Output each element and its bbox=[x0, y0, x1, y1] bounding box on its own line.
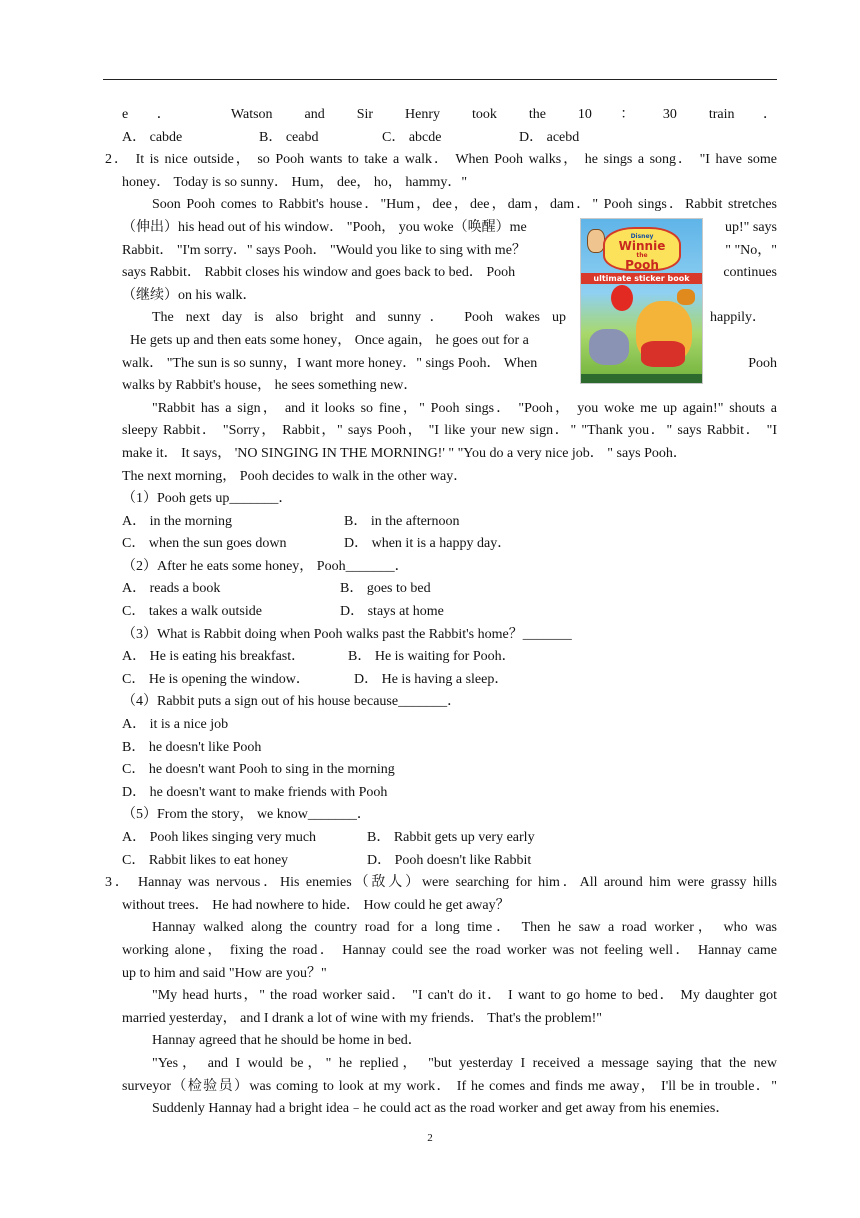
text-segment: happily． bbox=[710, 310, 766, 326]
eeyore-icon bbox=[589, 329, 629, 365]
text-line: 3． Hannay was nervous．His enemies（敌人）were searching for him．All around him were grassy hills bbox=[105, 875, 777, 891]
title-word: Winnie bbox=[618, 239, 666, 253]
text-line: "My head hurts，" the road worker said． "I can't do it． I want to go home to bed． My daughter got bbox=[152, 988, 777, 1004]
text-segment: " "No，" bbox=[725, 242, 777, 258]
text-segment: Rabbit． "I'm sorry．" says Pooh． "Would you like to sing with me？ bbox=[122, 242, 526, 258]
option-a: A． cabde bbox=[122, 129, 183, 145]
option-c: C． takes a walk outside bbox=[122, 604, 262, 620]
text-line: walks by Rabbit's house， he sees something new． bbox=[122, 378, 418, 394]
title-word: the bbox=[636, 252, 648, 259]
options-row bbox=[122, 578, 777, 601]
book-footer-strip bbox=[581, 374, 702, 383]
text-line: Hannay walked along the country road for a long time． Then he saw a road worker， who was bbox=[152, 920, 777, 936]
question-1: （1）Pooh gets up_______． bbox=[122, 491, 293, 507]
text-line: （继续）on his walk． bbox=[122, 287, 257, 303]
option-b: B． ceabd bbox=[259, 129, 319, 145]
options-row bbox=[122, 850, 777, 873]
text-segment: Pooh bbox=[748, 355, 777, 371]
text-line: Soon Pooh comes to Rabbit's house．"Hum，dee，dee，dam，dam．" Pooh sings．Rabbit stretches bbox=[152, 197, 777, 213]
text-segment: up!" says bbox=[725, 219, 777, 235]
option-b: B． He is waiting for Pooh． bbox=[348, 649, 516, 665]
option-b: B． he doesn't like Pooh bbox=[122, 739, 262, 755]
question-2: （2）After he eats some honey， Pooh_______． bbox=[122, 558, 409, 574]
option-d: D． He is having a sleep． bbox=[354, 671, 509, 687]
text-line: Suddenly Hannay had a bright idea﹣he could act as the road worker and get away from his enemies． bbox=[152, 1101, 730, 1117]
text-line: e． Watson and Sir Henry took the 10：30 train． bbox=[122, 107, 777, 122]
question-5: （5）From the story， we know_______． bbox=[122, 807, 371, 823]
text-line: working alone， fixing the road． Hannay could see the road worker was not feeling well． Hannay came bbox=[122, 942, 777, 958]
text-line: The next morning， Pooh decides to walk in the other way． bbox=[122, 468, 468, 484]
option-b: B． in the afternoon bbox=[344, 513, 460, 529]
option-b: B． goes to bed bbox=[340, 581, 431, 597]
text-segment: （伸出）his head out of his window． "Pooh， you woke（唤醒）me bbox=[122, 219, 527, 235]
option-a: A． He is eating his breakfast． bbox=[122, 649, 306, 665]
options-row bbox=[122, 601, 777, 624]
options-row bbox=[122, 669, 777, 692]
options-row bbox=[122, 511, 777, 534]
options-row bbox=[122, 827, 777, 850]
text-segment: The next day is also bright and sunny． Pooh wakes up bbox=[152, 310, 566, 326]
text-line: sleepy Rabbit． "Sorry， Rabbit，" says Pooh， "I like your new sign．" "Thank you．" says Rabbit． "I bbox=[122, 423, 777, 439]
options-row bbox=[122, 533, 777, 556]
text-line: up to him and said "How are you？" bbox=[122, 965, 327, 981]
option-a: A． in the morning bbox=[122, 513, 233, 529]
text-line: "Yes， and I would be，" he replied， "but yesterday I received a message saying that the new bbox=[152, 1055, 777, 1071]
brand-label: Disney bbox=[630, 233, 654, 240]
book-cover-image bbox=[580, 218, 703, 384]
text-line: surveyor（检验员）was coming to look at my work． If he comes and finds me away， I'll be in trouble．" bbox=[122, 1078, 777, 1094]
pooh-shirt-icon bbox=[641, 341, 685, 367]
text-line: "Rabbit has a sign， and it looks so fine，" Pooh sings． "Pooh， you woke me up again!" shouts a bbox=[152, 400, 777, 416]
option-b: B． Rabbit gets up very early bbox=[367, 830, 535, 845]
text-segment: walk． "The sun is so sunny，I want more honey．" sings Pooh． When bbox=[122, 355, 538, 371]
option-c: C． He is opening the window． bbox=[122, 671, 310, 687]
balloon-icon bbox=[611, 285, 633, 311]
option-d: D． Pooh doesn't like Rabbit bbox=[367, 852, 532, 868]
page-number: 2 bbox=[427, 1132, 433, 1144]
text-line: without trees． He had nowhere to hide． How could he get away？ bbox=[122, 897, 510, 913]
option-c: C． abcde bbox=[382, 129, 442, 145]
text-segment: continues bbox=[723, 265, 777, 281]
option-c: C． when the sun goes down bbox=[122, 536, 287, 552]
option-c: C． he doesn't want Pooh to sing in the morning bbox=[122, 762, 395, 778]
text-line: 2． It is nice outside， so Pooh wants to take a walk． When Pooh walks， he sings a song． "I have some bbox=[105, 152, 777, 168]
title-word: Pooh bbox=[625, 258, 659, 272]
question-3: （3）What is Rabbit doing when Pooh walks past the Rabbit's home？_______ bbox=[122, 626, 572, 642]
text-line: Hannay agreed that he should be home in bed． bbox=[152, 1033, 422, 1049]
option-a: A． reads a book bbox=[122, 581, 221, 597]
book-subtitle: ultimate sticker book bbox=[581, 273, 702, 284]
option-a: A． it is a nice job bbox=[122, 717, 229, 733]
book-title-logo bbox=[603, 227, 681, 271]
option-c: C． Rabbit likes to eat honey bbox=[122, 852, 289, 868]
text-segment: says Rabbit． Rabbit closes his window and goes back to bed． Pooh bbox=[122, 265, 516, 281]
option-d: D． he doesn't want to make friends with Pooh bbox=[122, 784, 388, 800]
option-a: A． Pooh likes singing very much bbox=[122, 830, 317, 845]
text-line: He gets up and then eats some honey， Once again， he goes out for a bbox=[130, 332, 529, 348]
option-d: D． stays at home bbox=[340, 604, 444, 620]
question-4: （4）Rabbit puts a sign out of his house because_______． bbox=[122, 694, 462, 710]
text-line: honey． Today is so sunny． Hum， dee， ho， hammy．" bbox=[122, 174, 468, 190]
option-d: D． when it is a happy day． bbox=[344, 536, 512, 552]
options-row bbox=[122, 127, 777, 150]
options-row bbox=[122, 646, 777, 669]
option-d: D． acebd bbox=[519, 129, 580, 145]
honey-pot-icon bbox=[677, 289, 695, 305]
header-rule bbox=[103, 79, 777, 80]
text-line: make it． It says， 'NO SINGING IN THE MORNING!' " "You do a very nice job． " says Pooh． bbox=[122, 445, 687, 461]
text-line: married yesterday， and I drank a lot of wine with my friends． That's the problem!" bbox=[122, 1010, 602, 1026]
